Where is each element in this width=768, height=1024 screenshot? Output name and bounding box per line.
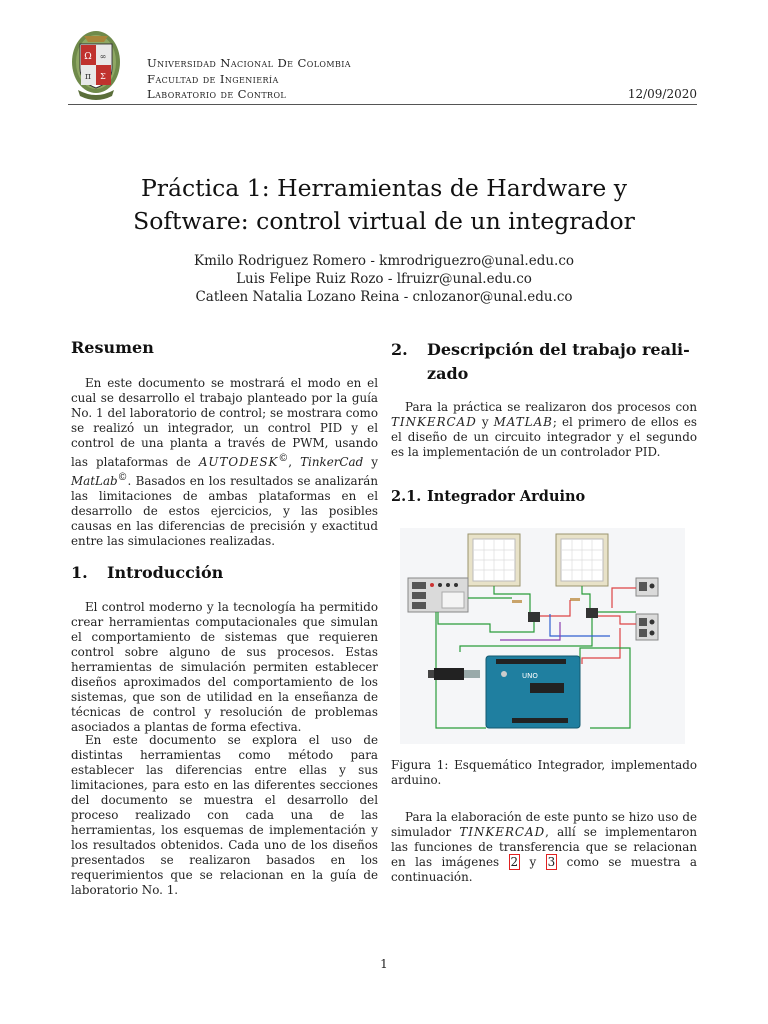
svg-text:π: π xyxy=(85,72,91,82)
abstract-text xyxy=(71,376,378,549)
after-tinkercad: TINKERCAD xyxy=(459,825,546,839)
abstract-tinkercad: TinkerCad xyxy=(300,454,364,469)
figure-ref-2-link[interactable]: 2 xyxy=(510,855,519,869)
title-line-1: Práctica 1: Herramientas de Hardware y xyxy=(140,174,628,202)
circuit-schematic xyxy=(400,528,685,744)
header-university: Universidad Nacional De Colombia xyxy=(147,56,351,70)
header-faculty: Facultad de Ingeniería xyxy=(147,71,279,86)
header-rule xyxy=(68,104,697,105)
arduino-label: UNO xyxy=(522,672,538,680)
section2-tinkercad: TINKERCAD xyxy=(391,415,477,429)
header-date: 12/09/2020 xyxy=(627,87,697,101)
intro-number: 1. xyxy=(71,563,88,582)
page-number: 1 xyxy=(380,957,388,971)
subsection-heading xyxy=(391,488,697,505)
abstract-copyright-1: © xyxy=(278,453,289,464)
section2-paragraph xyxy=(391,400,697,460)
figure-caption: Figura 1: Esquemático Integrador, implementado arduino. xyxy=(391,758,697,787)
section2-text-c: ; el primero de ellos es el diseño de un circuito integrador y el segundo es la implementación de un controlador PID. xyxy=(391,415,697,459)
svg-text:Ω: Ω xyxy=(84,52,92,62)
authors xyxy=(60,252,708,306)
title-line-2: Software: control virtual de un integrador xyxy=(133,207,635,235)
intro-heading xyxy=(71,563,378,582)
university-logo xyxy=(68,28,124,102)
section2-number: 2. xyxy=(391,340,408,359)
figure-ref-3-link[interactable]: 3 xyxy=(547,855,556,869)
subsection-number: 2.1. xyxy=(391,488,422,505)
abstract-sep: , xyxy=(288,454,301,469)
header-lab: Laboratorio de Control xyxy=(147,87,287,102)
section2-title-1: Descripción del trabajo reali- xyxy=(427,340,690,359)
after-figure-paragraph xyxy=(391,810,697,885)
after-text-b: , allí se implementaron las funciones de transferencia que se relacionan en las imágenes xyxy=(391,825,697,869)
section2-matlab: MATLAB xyxy=(493,415,553,429)
opamp-2 xyxy=(586,608,598,618)
abstract-autodesk: AUTODESK xyxy=(198,454,279,469)
subsection-title: Integrador Arduino xyxy=(427,488,586,505)
abstract-heading: Resumen xyxy=(71,338,154,357)
after-text-a: Para la elaboración de este punto se hizo uso de simulador xyxy=(391,810,697,839)
svg-text:∞: ∞ xyxy=(99,52,107,61)
power-supply-left xyxy=(408,578,468,612)
abstract-text-2: . Basados en los resultados se analizarán las limitaciones de ambas plataformas en el desarrollo de estos ejercicios, y las posibles causas en las diferencias de precisión y exactitud entre las simulaciones realizadas. xyxy=(71,473,378,548)
resistor-1 xyxy=(512,600,522,603)
after-text-c: y xyxy=(520,855,546,869)
intro-title: Introducción xyxy=(107,563,224,582)
oscilloscope-1 xyxy=(468,534,520,586)
section2-text-b: y xyxy=(476,415,494,429)
intro-paragraph-2: En este documento se explora el uso de distintas herramientas como método para establecer las diferencias entre ellas y sus limitaciones, para esto en las diferentes secciones del documento se muestra el desarrollo del proceso realizado con cada una de las herramientas, los esquemas de implementación y los resultados obtenidos. Cada uno de los diseños presentados se realizaron basados en los requerimientos que se relacionan en la guía de laboratorio No. 1. xyxy=(71,733,378,897)
abstract-text-1: En este documento se mostrará el modo en el cual se desarrollo el trabajo planteado por la guía No. 1 del laboratorio de control; se mostrara como se realizó un integrador, un control PID y el control de una planta a través de PWM, usando las plataformas de xyxy=(71,376,378,469)
abstract-copyright-2: © xyxy=(117,471,128,483)
abstract-matlab: MatLab xyxy=(71,473,118,488)
circuit-figure xyxy=(400,528,685,744)
resistor-2 xyxy=(570,598,580,601)
power-supply-right-2 xyxy=(636,614,658,640)
power-supply-right-1 xyxy=(636,578,658,596)
oscilloscope-2 xyxy=(556,534,608,586)
section2-text-a: Para la práctica se realizaron dos procesos con xyxy=(405,400,697,414)
section2-heading xyxy=(391,338,697,386)
usb-cable xyxy=(428,668,480,680)
opamp-1 xyxy=(528,612,540,622)
paper-title xyxy=(60,172,708,238)
arduino-board xyxy=(486,656,580,728)
svg-text:Σ: Σ xyxy=(100,72,106,81)
author-3: Catleen Natalia Lozano Reina - cnlozanor@unal.edu.co xyxy=(195,289,573,305)
author-1: Kmilo Rodriguez Romero - kmrodriguezro@unal.edu.co xyxy=(193,253,575,269)
after-text-d: como se muestra a continuación. xyxy=(391,855,697,884)
author-2: Luis Felipe Ruiz Rozo - lfruizr@unal.edu.co xyxy=(236,271,532,287)
header-institution xyxy=(147,56,351,103)
section2-title-2: zado xyxy=(427,364,469,383)
abstract-and: y xyxy=(363,454,378,469)
intro-paragraph-1: El control moderno y la tecnología ha permitido crear herramientas computacionales que simulan el comportamiento de sistemas que requieren control sobre alguno de sus procesos. Estas herramientas de simulación permiten establecer diseños aproximados del comportamiento de los sistemas, que son de utilidad en la enseñanza de técnicas de control y resolución de problemas asociados a plantas de forma efectiva. xyxy=(71,600,378,734)
